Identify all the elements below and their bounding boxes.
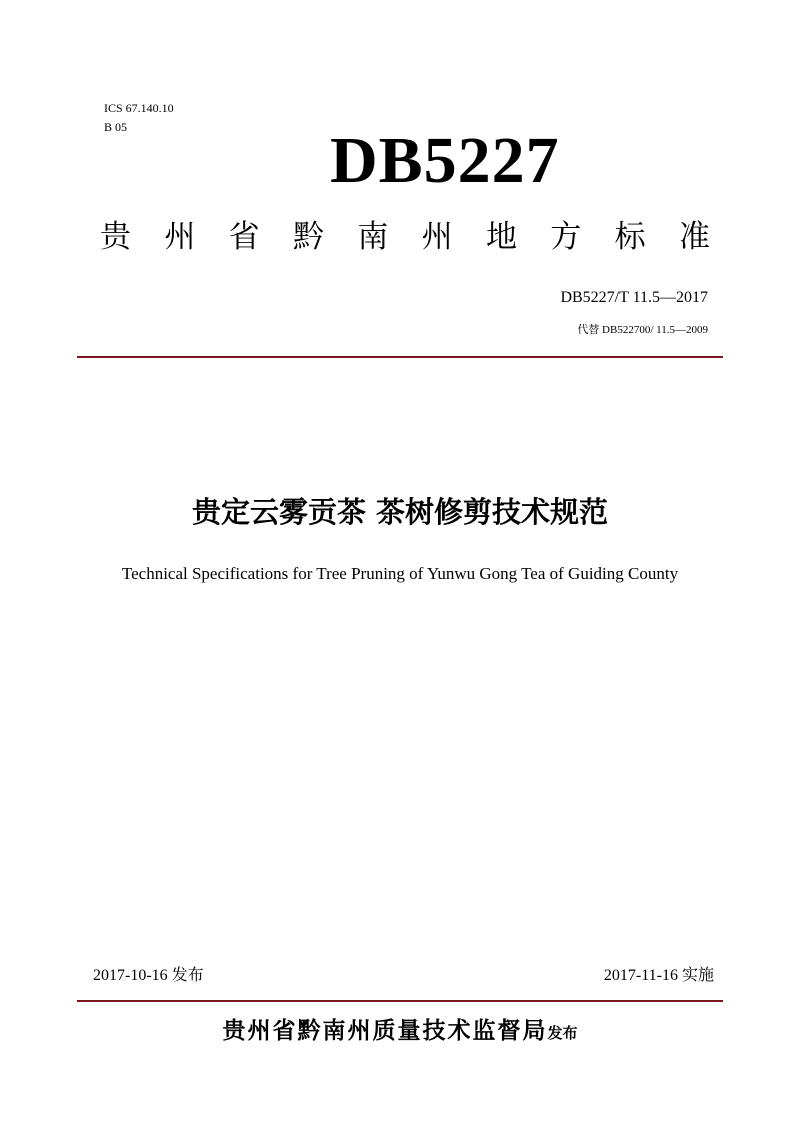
standard-name-char: 标 (614, 219, 646, 255)
standard-name-char: 州 (164, 219, 196, 255)
ccs-code: B 05 (104, 120, 128, 134)
standard-number: DB5227/T 11.5—2017 (560, 289, 708, 306)
publisher (0, 1012, 800, 1045)
implementation-date: 2017-11-16 实施 (603, 967, 714, 984)
standard-name-char: 方 (550, 219, 582, 255)
standard-category-name (100, 219, 710, 255)
publisher-name: 贵州省黔南州质量技术监督局 (222, 1018, 548, 1044)
header-divider (77, 356, 723, 358)
document-title-chinese: 贵定云雾贡茶 茶树修剪技术规范 (191, 495, 609, 529)
standard-code-title: DB5227 (330, 124, 560, 197)
publisher-suffix: 发布 (547, 1024, 578, 1042)
standard-name-char: 准 (678, 219, 710, 255)
standard-name-char: 省 (228, 219, 260, 255)
issue-date: 2017-10-16 发布 (93, 967, 204, 984)
ics-code: ICS 67.140.10 (104, 101, 174, 115)
footer-divider (77, 1000, 723, 1002)
document-title-english: Technical Specifications for Tree Pruning of Yunwu Gong Tea of Guiding County (121, 564, 679, 583)
standard-name-char: 黔 (292, 219, 324, 255)
standard-name-char: 南 (357, 219, 389, 255)
standard-name-char: 贵 (100, 219, 131, 255)
standard-name-char: 地 (485, 219, 517, 255)
replaces-standard: 代替 DB522700/ 11.5—2009 (577, 324, 708, 336)
standard-name-char: 州 (421, 219, 453, 255)
